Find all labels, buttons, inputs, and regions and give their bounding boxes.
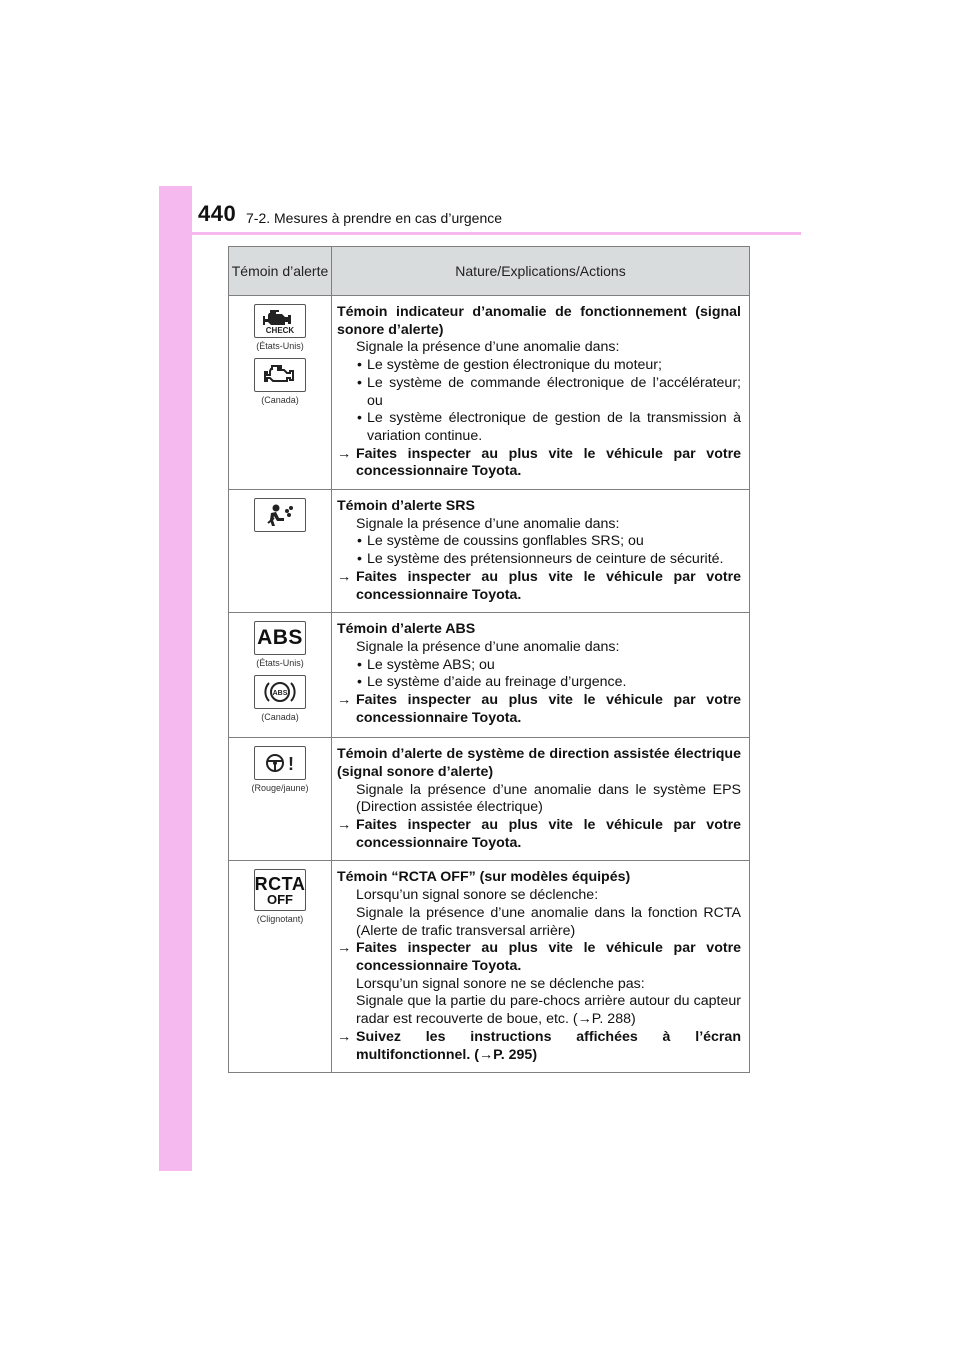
header-rule (192, 232, 801, 235)
column-header-indicator: Témoin d’alerte (229, 247, 332, 296)
action-text: → Faites inspecter au plus vite le véhicule par votre concessionnaire Toyota. (337, 692, 741, 726)
table-row (229, 861, 750, 1073)
description-text: Signale la présence d’une anomalie dans le système EPS (Direction assistée électrique) (356, 781, 741, 816)
bullet-item: • Le système d’aide au freinage d’urgence. (337, 674, 741, 692)
action-text: → Suivez les instructions affichées à l’écran multifonctionnel. (→P. 295) (337, 1028, 741, 1063)
abs-text-icon: ABS (254, 621, 306, 655)
icon-cell (229, 738, 332, 861)
arrow-icon: → (337, 445, 352, 462)
svg-text:!: ! (288, 754, 294, 775)
description-cell (332, 738, 750, 861)
srs-airbag-icon (254, 498, 306, 532)
action-text: → Faites inspecter au plus vite le véhicule par votre concessionnaire Toyota. (337, 445, 741, 480)
icon-cell (229, 490, 332, 613)
description-cell (332, 296, 750, 490)
description-cell (332, 490, 750, 613)
action-text: → Faites inspecter au plus vite le véhicule par votre concessionnaire Toyota. (337, 817, 741, 851)
description-text: Lorsqu’un signal sonore se déclenche: (356, 887, 599, 904)
description-text: Signale la présence d’une anomalie dans la fonction RCTA (Alerte de trafic transversal arrière) (356, 904, 741, 939)
icon-caption: (Clignotant) (256, 914, 304, 925)
arrow-icon: → (337, 817, 352, 834)
icon-caption: (Rouge/jaune) (251, 783, 309, 794)
arrow-icon: → (337, 692, 352, 709)
indicator-title: Témoin “RCTA OFF” (sur modèles équipés) (337, 869, 631, 886)
chapter-side-tab (159, 186, 192, 1171)
page-number: 440 (198, 201, 237, 226)
table-row (229, 296, 750, 490)
action-text: → Faites inspecter au plus vite le véhicule par votre concessionnaire Toyota. (337, 940, 741, 974)
table-row (229, 738, 750, 861)
action-text: → Faites inspecter au plus vite le véhicule par votre concessionnaire Toyota. (337, 568, 741, 603)
arrow-icon: → (337, 568, 352, 585)
arrow-icon: → (337, 940, 352, 957)
icon-cell (229, 861, 332, 1073)
table-header-row (229, 247, 750, 296)
bullet-item: • Le système des prétensionneurs de ceinture de sécurité. (337, 551, 741, 569)
indicator-title: Témoin indicateur d’anomalie de fonctionnement (signal sonore d’alerte) (337, 304, 741, 338)
table-row (229, 613, 750, 738)
indicator-title: Témoin d’alerte ABS (337, 621, 476, 638)
icon-cell (229, 296, 332, 490)
description-cell (332, 613, 750, 738)
svg-text:CHECK: CHECK (265, 326, 295, 335)
description-cell (332, 861, 750, 1073)
engine-icon (254, 358, 306, 392)
description-text: Signale que la partie du pare-chocs arrière autour du capteur radar est recouverte de boue, etc. (→P. 288) (356, 993, 741, 1028)
warning-lights-table (228, 246, 750, 1073)
icon-caption: (Canada) (261, 395, 299, 405)
table-row (229, 490, 750, 613)
bullet-item: • Le système de coussins gonflables SRS; ou (337, 533, 741, 551)
icon-caption: (Canada) (261, 712, 299, 723)
column-header-details: Nature/Explications/Actions (332, 247, 750, 296)
icon-caption: (États-Unis) (256, 658, 304, 669)
bullet-item: • Le système ABS; ou (337, 657, 741, 675)
description-text: Signale la présence d’une anomalie dans: (356, 339, 620, 356)
description-text: Signale la présence d’une anomalie dans: (356, 515, 620, 532)
description-text: Signale la présence d’une anomalie dans: (356, 638, 620, 655)
description-text: Lorsqu’un signal sonore ne se déclenche pas: (356, 975, 645, 992)
bullet-item: • Le système de gestion électronique du moteur; (337, 357, 741, 375)
indicator-title: Témoin d’alerte SRS (337, 498, 475, 515)
section-title: 7-2. Mesures à prendre en cas d’urgence (246, 210, 503, 226)
eps-steering-icon (254, 746, 306, 780)
bullet-item: • Le système électronique de gestion de la transmission à variation continue. (337, 410, 741, 445)
bullet-item: • Le système de commande électronique de l’accélérateur; ou (337, 375, 741, 410)
indicator-title: Témoin d’alerte de système de direction assistée électrique (signal sonore d’alerte) (337, 746, 741, 780)
abs-circle-icon (254, 675, 306, 709)
icon-cell (229, 613, 332, 738)
check-engine-icon (254, 304, 306, 338)
arrow-icon: → (337, 1028, 352, 1045)
svg-text:ABS: ABS (272, 690, 288, 698)
icon-caption: (États-Unis) (256, 341, 304, 351)
rcta-off-icon: RCTA OFF (254, 869, 306, 911)
